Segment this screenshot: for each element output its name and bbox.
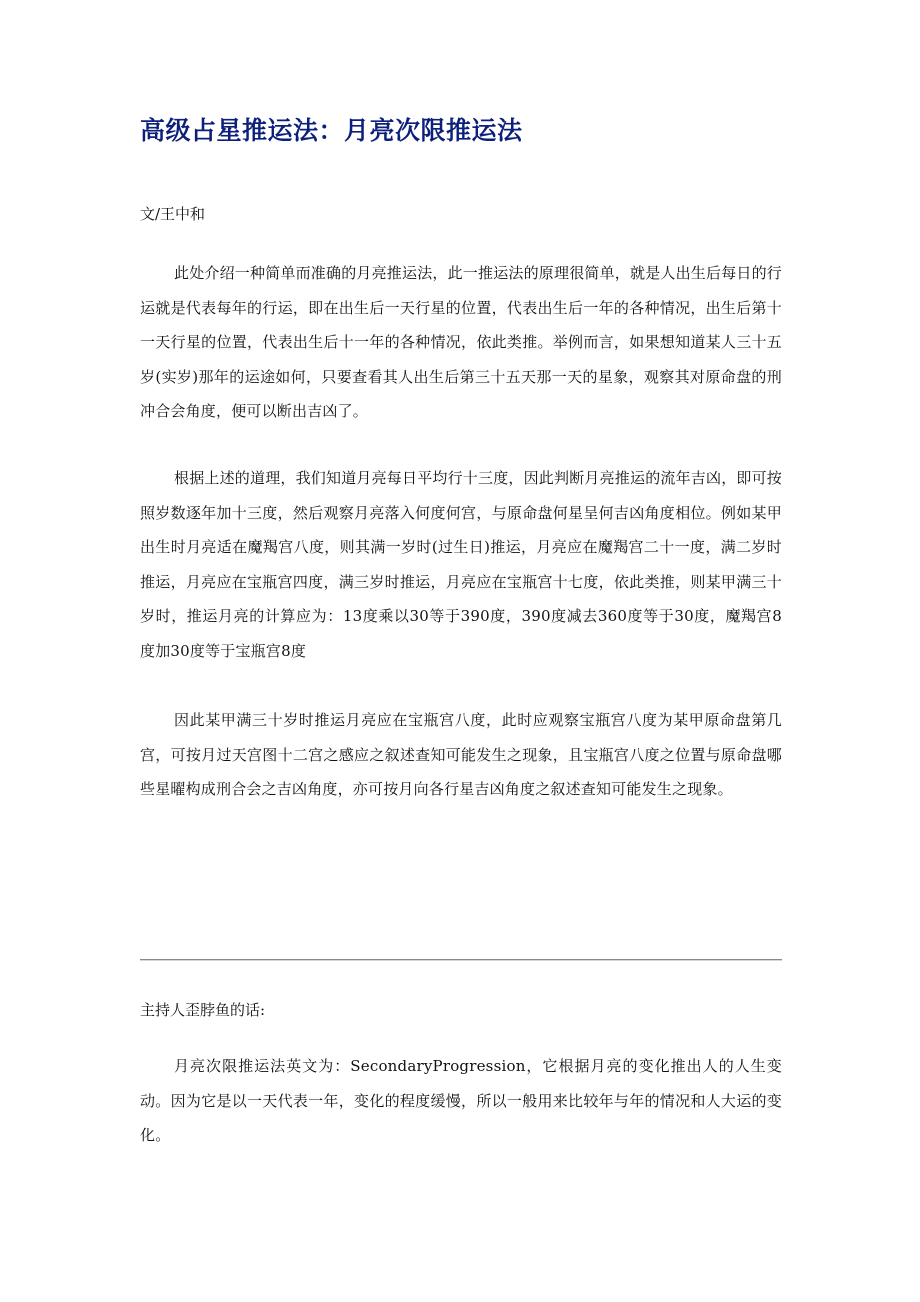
host-note-heading: 主持人歪脖鱼的话:: [140, 1001, 266, 1019]
host-note-paragraph: 月亮次限推运法英文为：SecondaryProgression，它根据月亮的变化推出人的人生变动。因为它是以一天代表一年，变化的程度缓慢，所以一般用来比较年与年的情况和人大运的变化。: [140, 1057, 782, 1144]
article-title: 高级占星推运法：月亮次限推运法: [140, 116, 523, 145]
section-divider: [140, 959, 782, 961]
body-paragraph-3: 因此某甲满三十岁时推运月亮应在宝瓶宫八度，此时应观察宝瓶宫八度为某甲原命盘第几宫，可按月过天宫图十二宫之感应之叙述查知可能发生之现象，且宝瓶宫八度之位置与原命盘哪些星曜构成刑合会之吉凶角度，亦可按月向各行星吉凶角度之叙述查知可能发生之现象。: [140, 711, 782, 798]
body-paragraph-1: 此处介绍一种简单而准确的月亮推运法，此一推运法的原理很简单，就是人出生后每日的行运就是代表每年的行运，即在出生后一天行星的位置，代表出生后一年的各种情况，出生后第十一天行星的位置，代表出生后十一年的各种情况，依此类推。举例而言，如果想知道某人三十五岁(实岁)那年的运途如何，只要查看其人出生后第三十五天那一天的星象，观察其对原命盘的刑冲合会角度，便可以断出吉凶了。: [140, 264, 783, 420]
body-paragraph-2: 根据上述的道理，我们知道月亮每日平均行十三度，因此判断月亮推运的流年吉凶，即可按照岁数逐年加十三度，然后观察月亮落入何度何宫，与原命盘何星呈何吉凶角度相位。例如某甲出生时月亮适在魔羯宫八度，则其满一岁时(过生日)推运，月亮应在魔羯宫二十一度，满二岁时推运，月亮应在宝瓶宫四度，满三岁时推运，月亮应在宝瓶宫十七度，依此类推，则某甲满三十岁时，推运月亮的计算应为：13度乘以30等于390度，390度减去360度等于30度，魔羯宫8度加30度等于宝瓶宫8度: [140, 469, 783, 660]
author-byline: 文/王中和: [140, 205, 206, 223]
